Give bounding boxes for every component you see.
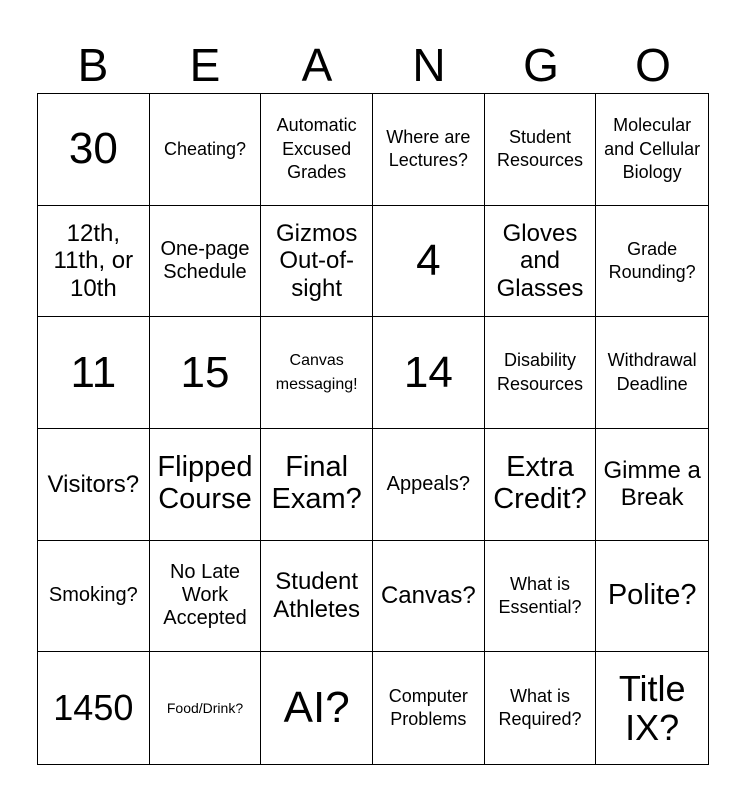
cell-text: What is Required? (498, 685, 582, 730)
cell-text: Grade Rounding? (608, 238, 696, 282)
bingo-cell[interactable] (485, 541, 597, 653)
bingo-cell[interactable] (373, 206, 485, 318)
bingo-cell[interactable] (261, 317, 373, 429)
bingo-cell[interactable] (596, 429, 708, 541)
bingo-cell[interactable] (150, 652, 262, 764)
header-letter-o: O (635, 39, 671, 91)
cell-text: Computer Problems (388, 685, 468, 730)
bingo-cell[interactable] (485, 206, 597, 318)
bingo-cell[interactable] (485, 652, 597, 764)
cell-text: 14 (403, 347, 453, 397)
cell-text: Visitors? (47, 470, 140, 498)
bingo-cell[interactable] (150, 541, 262, 653)
bingo-cell[interactable] (38, 94, 150, 206)
header-letter-g: G (523, 39, 559, 91)
bingo-cell[interactable] (38, 429, 150, 541)
cell-text: Extra Credit? (493, 451, 587, 516)
bingo-cell[interactable] (38, 206, 150, 318)
bingo-board (37, 93, 709, 765)
bingo-cell[interactable] (596, 652, 708, 764)
bingo-cell[interactable] (485, 429, 597, 541)
cell-text: Automatic Excused Grades (276, 115, 357, 183)
cell-text: Food/Drink? (166, 700, 244, 717)
bingo-cell[interactable] (373, 317, 485, 429)
cell-text: Gimme a Break (603, 456, 701, 512)
bingo-cell[interactable] (150, 429, 262, 541)
header-letter-a: A (301, 39, 333, 91)
bingo-cell[interactable] (150, 94, 262, 206)
header-letter-b: B (77, 39, 109, 91)
bingo-cell[interactable] (596, 317, 708, 429)
bingo-cell[interactable] (261, 652, 373, 764)
cell-text: AI? (283, 683, 350, 733)
cell-text: Gloves and Glasses (496, 219, 584, 302)
cell-text: 15 (180, 347, 230, 397)
bingo-header (37, 36, 709, 94)
cell-text: Canvas? (380, 582, 476, 610)
bingo-cell[interactable] (38, 317, 150, 429)
cell-text: Student Resources (496, 126, 584, 171)
bingo-cell[interactable] (485, 317, 597, 429)
bingo-cell[interactable] (373, 94, 485, 206)
cell-text: No Late Work Accepted (163, 561, 247, 630)
cell-text: 1450 (53, 687, 134, 729)
cell-text: Withdrawal Deadline (607, 350, 697, 394)
bingo-cell[interactable] (485, 94, 597, 206)
cell-text: Flipped Course (157, 451, 253, 516)
header-letter-n: N (412, 39, 446, 91)
bingo-cell[interactable] (150, 206, 262, 318)
cell-text: Polite? (607, 579, 697, 612)
cell-text: Final Exam? (271, 451, 362, 516)
bingo-cell[interactable] (373, 652, 485, 764)
cell-text: Cheating? (163, 138, 247, 159)
cell-text: Where are Lectures? (386, 126, 471, 171)
bingo-cell[interactable] (261, 206, 373, 318)
cell-text: 4 (416, 235, 441, 285)
bingo-cell[interactable] (38, 541, 150, 653)
bingo-cell[interactable] (261, 541, 373, 653)
cell-text: Gizmos Out-of-sight (275, 219, 358, 302)
cell-text: 30 (68, 124, 118, 174)
cell-text: Appeals? (386, 472, 471, 495)
cell-text: What is Essential? (498, 573, 582, 617)
bingo-cell[interactable] (596, 206, 708, 318)
cell-text: Molecular and Cellular Biology (604, 115, 701, 183)
header-letter-e: E (189, 39, 221, 91)
bingo-cell[interactable] (373, 541, 485, 653)
cell-text: Student Athletes (273, 568, 361, 623)
bingo-cell[interactable] (373, 429, 485, 541)
bingo-cell[interactable] (261, 429, 373, 541)
bingo-cell[interactable] (38, 652, 150, 764)
cell-text: Smoking? (48, 584, 138, 607)
cell-text: Canvas messaging! (275, 352, 358, 393)
cell-text: Title IX? (618, 667, 686, 749)
bingo-cell[interactable] (150, 317, 262, 429)
cell-text: One-page Schedule (160, 237, 250, 283)
bingo-cell[interactable] (261, 94, 373, 206)
cell-text: Disability Resources (496, 350, 584, 394)
bingo-cell[interactable] (596, 94, 708, 206)
cell-text: 12th, 11th, or 10th (53, 219, 134, 302)
bingo-cell[interactable] (596, 541, 708, 653)
cell-text: 11 (70, 347, 117, 397)
